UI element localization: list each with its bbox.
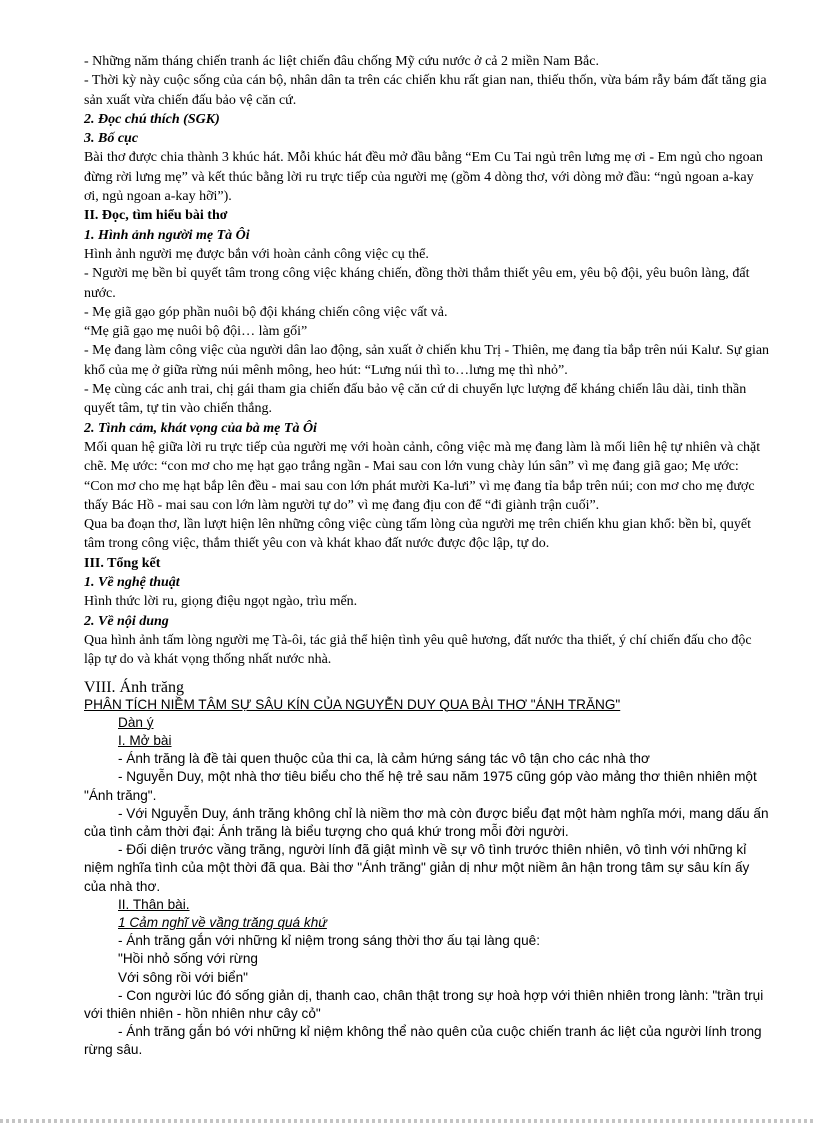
- outline-label: Dàn ý: [118, 714, 154, 730]
- page-bottom-edge: [0, 1119, 816, 1123]
- paragraph: - Thời kỳ này cuộc sống của cán bộ, nhân dân ta trên các chiến khu rất gian nan, thiếu thốn, vừa bám rẫy bám đất tăng gia sản xuất vừa chiến đấu bảo vệ căn cứ.: [84, 73, 767, 108]
- paragraph: - Với Nguyễn Duy, ánh trăng không chỉ là niềm thơ mà còn được biểu đạt một hàm nghĩa mới, mang dấu ấn của tình cảm thời đại: Ánh trăng là biểu tượng cho quá khứ trong mỗi đời người.: [84, 805, 769, 839]
- heading-section-3: III. Tổng kết: [84, 555, 161, 571]
- paragraph: Mối quan hệ giữa lời ru trực tiếp của người mẹ với hoàn cảnh, công việc mà mẹ đang làm là mối liên hệ tự nhiên và chặt chẽ. Mẹ ước: “con mơ cho mẹ hạt gạo trắng ngần - Mai sau con lớn vung chày lún sân” vì mẹ đang giã gao; Mẹ ước: “Con mơ cho mẹ hạt bắp lên đều - mai sau con lớn phát mười Ka-lưi” vì mẹ đang tỉa bắp trên núi; con mơ cho mẹ được thấy Bác Hồ - mai sau con lớn làm người tự do” vì mẹ đang địu con để “đi giành trận cuối”.: [84, 439, 761, 513]
- subheading-layout: 3. Bố cục: [84, 131, 139, 147]
- paragraph: Qua ba đoạn thơ, lần lượt hiện lên những công việc cùng tấm lòng của người mẹ trên chiến khu gian khổ: bền bỉ, quyết tâm trong công việc, thắm thiết yêu con và khát khao đất nước được độc lập, tự do.: [84, 517, 752, 552]
- paragraph: - Ánh trăng là đề tài quen thuộc của thi ca, là cảm hứng sáng tác vô tận cho các nhà thơ: [118, 751, 650, 767]
- section-ru-con: [84, 52, 770, 670]
- paragraph: - Người mẹ bền bỉ quyết tâm trong công việc kháng chiến, đồng thời thắm thiết yêu em, yêu bộ đội, yêu buôn làng, đất nước.: [84, 266, 750, 301]
- paragraph: - Ánh trăng gắn với những kỉ niệm trong sáng thời thơ ấu tại làng quê:: [118, 933, 541, 949]
- document-page: [84, 52, 770, 1060]
- paragraph: - Mẹ cùng các anh trai, chị gái tham gia chiến đấu bảo vệ căn cứ di chuyển lực lượng để kháng chiến lâu dài, tinh thần quyết tâm, tự tin vào chiến thắng.: [84, 382, 747, 417]
- subheading-past-moon: 1 Cảm nghĩ về vầng trăng quá khứ: [118, 914, 327, 930]
- verse-line: Với sông rồi với biển": [118, 969, 248, 985]
- paragraph: - Ánh trăng gắn bó với những kỉ niệm không thể nào quên của cuộc chiến tranh ác liệt của người lính trong rừng sâu.: [84, 1024, 762, 1058]
- heading-anh-trang: VIII. Ánh trăng: [84, 678, 184, 696]
- paragraph: Qua hình ảnh tấm lòng người mẹ Tà-ôi, tác giả thể hiện tình yêu quê hương, đất nước tha thiết, ý chí chiến đấu cho độc lập tự do và khát vọng thống nhất nước nhà.: [84, 632, 752, 668]
- section-anh-trang: [84, 696, 770, 1060]
- subheading-feelings: 2. Tình cảm, khát vọng của bà mẹ Tà Ôi: [84, 420, 317, 436]
- paragraph: Bài thơ được chia thành 3 khúc hát. Mỗi khúc hát đều mở đầu bằng “Em Cu Tai ngủ trên lưng mẹ ơi - Em ngủ cho ngoan đừng rời lưng mẹ” và kết thúc bằng lời ru trực tiếp của người mẹ (gồm 4 dòng thơ, với dòng mở đầu: “ngủ ngoan a-kay ơi, ngủ ngoan a-kay hỡi”).: [84, 150, 763, 205]
- heading-section-2: II. Đọc, tìm hiểu bài thơ: [84, 208, 228, 224]
- paragraph: - Mẹ đang làm công việc của người dân lao động, sản xuất ở chiến khu Trị - Thiên, mẹ đang tỉa bắp trên núi Kalư. Sự gian khổ của mẹ ở giữa rừng núi mênh mông, heo hút: “Lưng núi thì to…lưng mẹ thì nhỏ”.: [84, 343, 770, 378]
- paragraph: Hình thức lời ru, giọng điệu ngọt ngào, trìu mến.: [84, 594, 358, 610]
- paragraph: Hình ảnh người mẹ được bắn với hoàn cảnh công việc cụ thể.: [84, 246, 429, 262]
- quote: “Mẹ giã gạo mẹ nuôi bộ đội… làm gối”: [84, 324, 308, 340]
- body-heading: II. Thân bài.: [118, 896, 190, 912]
- paragraph: - Nguyễn Duy, một nhà thơ tiêu biểu cho thế hệ trẻ sau năm 1975 cũng góp vào mảng thơ thiên nhiên một "Ánh trăng".: [84, 769, 757, 803]
- intro-heading: I. Mở bài: [118, 732, 172, 748]
- subheading-mother: 1. Hình ảnh người mẹ Tà Ôi: [84, 227, 250, 243]
- verse-line: "Hồi nhỏ sống với rừng: [118, 951, 258, 967]
- paragraph: - Con người lúc đó sống giản dị, thanh cao, chân thật trong sự hoà hợp với thiên nhiên trong lành: "trần trụi với thiên nhiên - hồn nhiên như cây cỏ": [84, 987, 764, 1021]
- subheading-art: 1. Về nghệ thuật: [84, 575, 180, 591]
- paragraph: - Những năm tháng chiến tranh ác liệt chiến đâu chống Mỹ cứu nước ở cả 2 miền Nam Bắc.: [84, 54, 599, 69]
- paragraph: - Đối diện trước vầng trăng, người lính đã giật mình về sự vô tình trước thiên nhiên, vô tình với những kỉ niệm nghĩa tình của một thời đã qua. Bài thơ "Ánh trăng" giản dị như một niềm ân hận trong tâm sự sâu kín ấy của nhà thơ.: [84, 842, 750, 894]
- essay-title: PHÂN TÍCH NIỀM TÂM SỰ SÂU KÍN CỦA NGUYỄN DUY QUA BÀI THƠ "ÁNH TRĂNG": [84, 696, 621, 712]
- subheading-read-notes: 2. Đọc chú thích (SGK): [84, 111, 220, 127]
- subheading-content: 2. Về nội dung: [84, 613, 169, 629]
- paragraph: - Mẹ giã gạo góp phần nuôi bộ đội kháng chiến công việc vất vả.: [84, 304, 448, 320]
